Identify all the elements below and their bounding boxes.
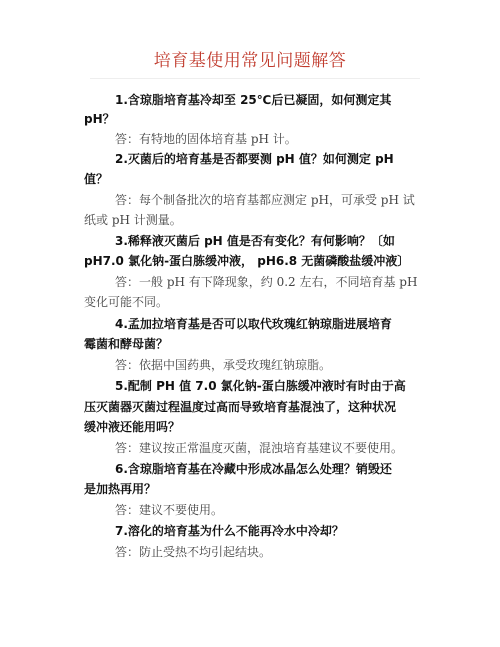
answer-4-line-1: 答：依据中国药典，承受玫瑰红钠琼脂。 bbox=[115, 358, 332, 372]
question-6-line-2: 是加热再用？ bbox=[84, 482, 157, 496]
page-title: 培育基使用常见问题解答 bbox=[153, 51, 347, 71]
answer-2-line-1: 答：每个制备批次的培育基都应测定 pH，可承受 pH 试 bbox=[115, 193, 415, 207]
question-4-line-1: 4.孟加拉培育基是否可以取代玫瑰红钠琼脂进展培育 bbox=[115, 317, 392, 331]
answer-3-line-2: 变化可能不同。 bbox=[84, 295, 169, 309]
answer-2-line-2: 纸或 pH 计测量。 bbox=[84, 213, 182, 227]
question-2-line-2: 值？ bbox=[84, 172, 109, 186]
answer-3-line-1: 答：一般 pH 有下降现象，约 0.2 左右，不同培育基 pH bbox=[115, 275, 418, 289]
question-6-line-1: 6.含琼脂培育基在冷藏中形成冰晶怎么处理？销毁还 bbox=[115, 462, 392, 476]
question-5-line-2: 压灭菌器灭菌过程温度过高而导致培育基混浊了，这种状况 bbox=[84, 400, 397, 414]
answer-7-line-1: 答：防止受热不均引起结块。 bbox=[115, 545, 272, 559]
answer-6-line-1: 答：建议不要使用。 bbox=[115, 503, 224, 517]
question-7-line-1: 7.溶化的培育基为什么不能再冷水中冷却？ bbox=[115, 524, 344, 538]
question-1-line-1: 1.含琼脂培育基冷却至 25℃后已凝固，如何测定其 bbox=[115, 93, 392, 107]
question-1-line-2: pH？ bbox=[84, 112, 115, 126]
question-2-line-1: 2.灭菌后的培育基是否都要测 pH 值？如何测定 pH bbox=[115, 152, 394, 166]
question-4-line-2: 霉菌和酵母菌？ bbox=[84, 337, 169, 351]
question-3-line-2: pH7.0 氯化钠-蛋白胨缓冲液， pH6.8 无菌磷酸盐缓冲液〕 bbox=[84, 254, 410, 268]
question-5-line-3: 缓冲液还能用吗？ bbox=[84, 420, 181, 434]
answer-5-line-1: 答：建议按正常温度灭菌，混浊培育基建议不要使用。 bbox=[115, 441, 404, 455]
answer-1-line-1: 答：有特地的固体培育基 pH 计。 bbox=[115, 132, 297, 146]
question-5-line-1: 5.配制 PH 值 7.0 氯化钠-蛋白胨缓冲液时有时由于高 bbox=[115, 379, 406, 393]
title-divider bbox=[90, 78, 420, 79]
question-3-line-1: 3.稀释液灭菌后 pH 值是否有变化？有何影响？〔如 bbox=[115, 234, 395, 248]
